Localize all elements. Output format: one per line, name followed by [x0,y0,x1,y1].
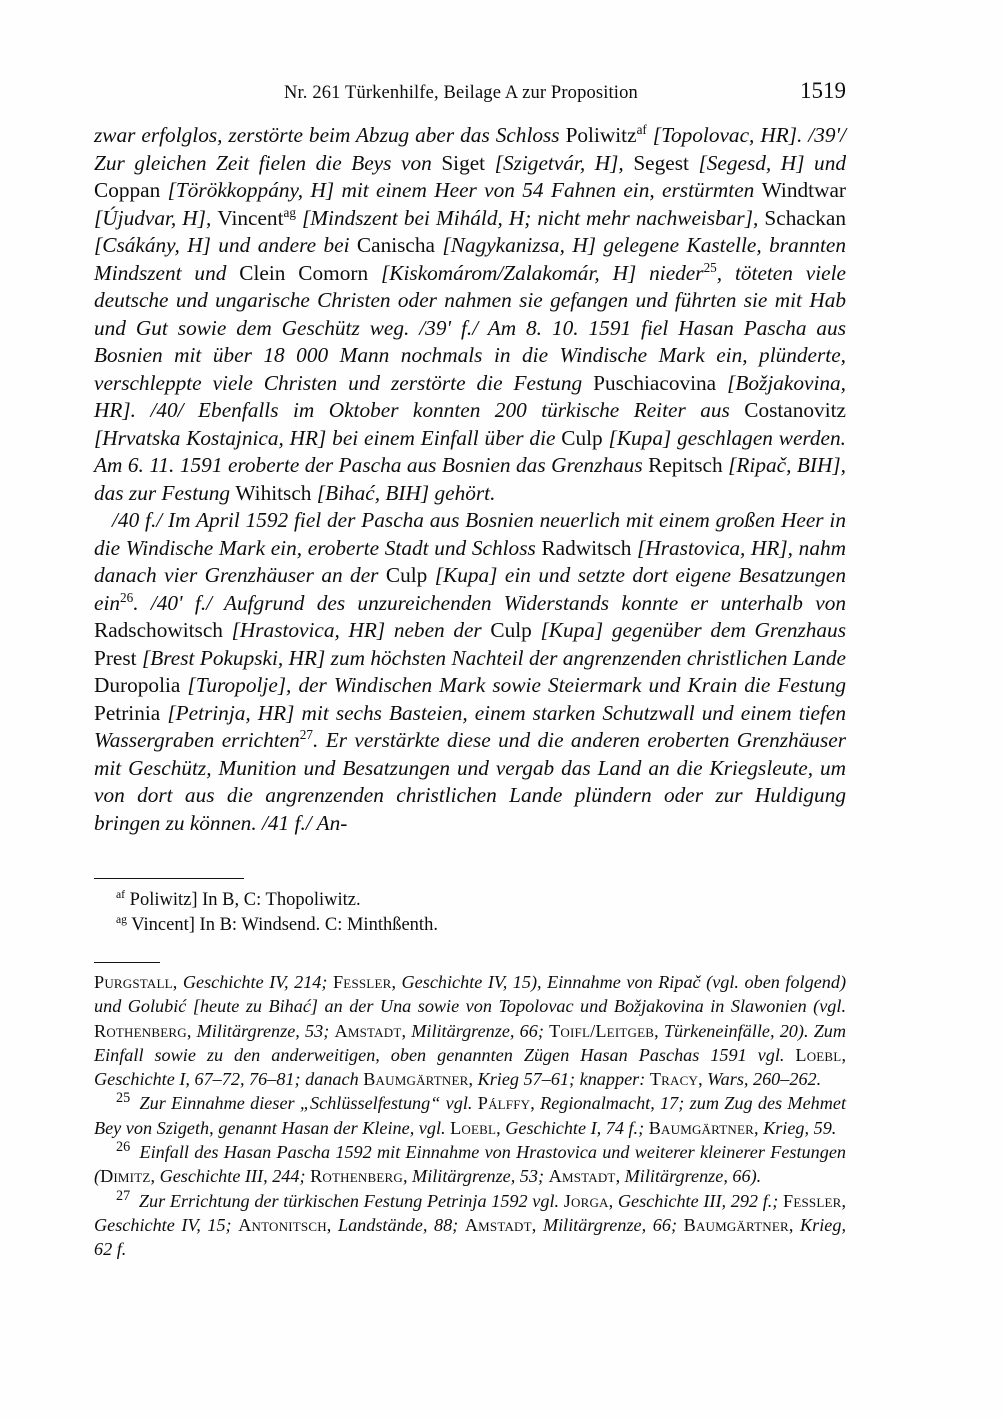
author-name: Loebl [795,1044,842,1065]
roman-text: Wihitsch [235,480,312,505]
italic-text: [Törökkoppány, H] mit einem Heer von 54 Fahnen ein, erstürmten [160,178,762,202]
roman-text: Windtwar [761,178,846,202]
author-name: Rothenberg [94,1020,187,1041]
running-head [94,78,846,104]
footnote-marker: af [636,121,647,137]
italic-text: [Petrinja, HR] mit sechs Basteien, einem starken Schutzwall und einem tiefen Wassergraben errichten [94,700,846,752]
italic-text: [Szigetvár, H], [485,150,634,175]
apparatus-rule [94,878,244,879]
author-name: Amstadt [548,1166,616,1187]
roman-text: , [496,1117,506,1138]
roman-text: Repitsch [648,453,723,477]
italic-text: Geschichte I, 74 f.; [505,1117,649,1138]
footnote-number: 26 [116,1139,131,1156]
author-name: Tracy [649,1069,699,1090]
italic-text: [Segesd, H] und [688,150,846,175]
footnote [94,1140,846,1189]
page-number: 1519 [800,78,846,103]
roman-text: , [615,1166,625,1187]
author-name: Loebl [450,1117,497,1138]
italic-text: Krieg, 59. [763,1117,837,1138]
italic-text: Einfall des Hasan Pascha 1592 mit Einnahme von Hrastovica und weiterer kleinerer Festungen ( [94,1142,846,1187]
author-name: Purgstall [94,972,173,992]
italic-text: Geschichte IV, 15), Einnahme von Ripač (vgl. oben folgend) und Golubić [heute zu Bihać] an der Una sowie von Topolovac und Božjakovina in Slawonien (vgl. [94,972,847,1017]
author-name: Pálffy [477,1093,531,1114]
author-name: Jorga [563,1190,609,1211]
italic-text: Militärgrenze, 66; [542,1214,684,1235]
italic-text: Geschichte IV, 214; [182,972,328,992]
footnote-marker: 25 [703,259,717,275]
italic-text: , töteten viele deutsche und ungarische Christen oder nahmen sie gefangen und führten sie mit Hab und Gut sowie dem Geschütz weg. /39' f./ Am 8. 10. 1591 fiel Hasan Pascha aus Bosnien mit über 18 000 Mann nochmals in die Windische Mark ein, plünderte, verschleppte viele Christen und zerstörte die Festung [94,260,846,395]
italic-text: [Újudvar, H], [94,205,218,230]
roman-text: Culp [490,618,532,642]
apparatus-entry [116,913,846,938]
italic-text: /40 f./ Im April 1592 fiel der Pascha aus Bosnien neuerlich mit einem großen Heer in die Windische Mark ein, eroberte Stadt und Schloss [94,508,846,560]
italic-text: [Nagykanizsa, H] gelegene Kastelle, brannten Mindszent und [94,233,846,285]
author-name: Antonitsch [238,1214,327,1235]
roman-text: , [698,1069,708,1090]
italic-text: C: [324,915,347,935]
italic-text: zwar erfolglos, zerstörte beim Abzug aber das Schloss [94,123,566,147]
footnote-number: 27 [116,1187,131,1204]
italic-text: [Mindszent bei Miháld, H; nicht mehr nachweisbar], [295,205,765,230]
roman-text: , [753,1117,764,1138]
footnote-rule [94,962,160,963]
italic-text: Geschichte IV, 15; [94,1214,239,1235]
italic-text: [Ripač, BIH], das zur Festung [94,453,846,505]
roman-text: Radwitsch [541,535,632,560]
roman-text: Vincent [217,205,284,230]
italic-text: Militärgrenze, 66). [624,1166,762,1187]
italic-text: [Hrastovica, HR] neben der [222,618,491,642]
italic-text: Landstände, 88; [337,1214,465,1235]
roman-text: , [788,1214,801,1235]
roman-text: , [391,972,402,992]
italic-text: [Kiskomárom/Zalakomár, H] nieder [368,260,704,285]
roman-text: , [608,1190,618,1211]
roman-text: Poliwitz [565,123,637,147]
italic-text: Türkeneinfälle, 20). Zum Einfall sowie zu den anderweitigen, oben genannten Zügen Hasan Paschas 1591 vgl. [94,1020,847,1065]
paragraph-1 [94,122,846,507]
roman-text: Windsend. [241,915,325,935]
roman-text: Radschowitsch [94,618,223,642]
roman-text: , [401,1020,412,1041]
italic-text: Geschichte I, 67–72, 76–81; danach [94,1069,364,1090]
roman-text: Segest [633,150,689,175]
italic-text: Zur Errichtung der türkischen Festung Petrinja 1592 vgl. [138,1190,564,1211]
roman-text: Schackan [764,205,846,230]
italic-text: Geschichte III, 292 f.; [617,1190,784,1211]
italic-text: Militärgrenze, 53; [412,1166,549,1187]
body-text [94,122,846,837]
italic-text: Regionalmacht, 17; zum Zug des Mehmet Bey von Szigeth, genannt Hasan der Kleine, vgl. [94,1093,847,1138]
roman-text: , [186,1020,197,1041]
author-name: Dimitz [100,1166,151,1187]
author-name: Baumgärtner [363,1069,469,1090]
roman-text: , [468,1069,478,1090]
roman-text: Costanovitz [744,398,846,422]
italic-text: Militärgrenze, 66; [411,1020,550,1041]
running-head-title: Nr. 261 Türkenhilfe, Beilage A zur Proposition [284,83,638,103]
roman-text: Coppan [94,178,161,202]
roman-text: Vincent [131,915,189,935]
italic-text: [Kupa] geschlagen werden. Am 6. 11. 1591 eroberte der Pascha aus Bosnien das Grenzhaus [94,425,846,477]
author-name: Baumgärtner [683,1214,789,1235]
italic-text: [Kupa] gegenüber dem Grenzhaus [531,618,846,642]
author-name: Toifl/Leitgeb [549,1020,655,1041]
italic-text: . /40' f./ Aufgrund des unzureichenden Widerstands konnte er unterhalb von [133,590,846,615]
author-name: Fessler [332,972,392,992]
author-name: Baumgärtner [648,1117,754,1138]
italic-text: ] In B: [188,915,242,935]
author-name: Fessler [783,1190,842,1211]
roman-text: , [841,1190,847,1211]
roman-text: Culp [561,425,603,450]
italic-text: [Brest Pokupski, HR] zum höchsten Nachteil der angrenzenden christlichen Lande [136,645,846,670]
roman-text: , [402,1166,413,1187]
roman-text: Clein Comorn [239,260,369,285]
roman-text: , [150,1166,160,1187]
roman-text: Culp [385,563,428,587]
italic-text: ] In B, C: [191,890,266,910]
italic-text: Krieg, 62 f. [94,1214,847,1260]
footnote-number: 25 [116,1090,131,1107]
apparatus-marker: af [116,887,126,901]
italic-text: . Er verstärkte diese und die anderen eroberten Grenzhäuser mit Geschütz, Munition und Besatzungen und vergab das Land an die Kriegsleute, um von dort aus die angrenzenden christlichen Lande plündern oder zur Huldigung bringen zu können. /41 f./ An- [94,728,846,835]
footnote-marker: 26 [120,589,134,605]
italic-text: [Hrastovica, HR], nahm danach vier Grenzhäuser an der [94,535,846,587]
footnote [94,970,846,1091]
roman-text: Poliwitz [129,890,192,910]
paragraph-2 [94,507,846,837]
apparatus-marker: ag [116,912,127,926]
footnote-marker: 27 [299,726,313,742]
author-name: Amstadt [334,1020,402,1041]
italic-text: [Topolovac, HR]. /39'/ Zur gleichen Zeit fielen die Beys von [94,123,846,175]
footnote-entries [94,970,846,1262]
roman-text: , [530,1093,541,1114]
italic-text: [Turopolje], der Windischen Mark sowie Steiermark und Krain die Festung [180,673,846,697]
italic-text: Krieg 57–61; knapper: [477,1069,650,1090]
italic-text: Wars, 260–262. [707,1069,822,1090]
roman-text: , [326,1214,338,1235]
roman-text: , [841,1044,846,1065]
apparatus-entries [94,888,846,938]
italic-text: [Božjakovina, HR]. /40/ Ebenfalls im Oktober konnten 200 türkische Reiter aus [94,370,847,422]
author-name: Amstadt [464,1214,532,1235]
roman-text: , [531,1214,543,1235]
roman-text: Duropolia [94,673,181,697]
roman-text: , [172,972,183,992]
italic-text: Geschichte III, 244; [159,1166,311,1187]
italic-text: Zur Einnahme dieser „Schlüsselfestung“ vgl. [139,1093,478,1114]
italic-text: [Bihać, BIH] gehört. [311,480,496,505]
roman-text: Petrinia [94,700,161,725]
italic-text: [Csákány, H] und andere bei [94,233,357,257]
footnote [94,1091,846,1140]
roman-text: , [654,1020,664,1041]
roman-text: Minthßenth. [346,915,438,935]
roman-text: Puschiacovina [593,370,717,395]
roman-text: Prest [94,645,137,670]
apparatus-entry [116,888,846,913]
roman-text: Canischa [356,233,435,257]
italic-text: [Hrvatska Kostajnica, HR] bei einem Einfall über die [94,425,562,450]
italic-text: [Kupa] ein und setzte dort eigene Besatzungen ein [94,563,847,615]
variant-apparatus [94,878,846,938]
footnote-marker: ag [283,204,296,220]
footnote-block [94,962,846,1262]
roman-text: Siget [441,150,486,175]
footnote [94,1189,846,1262]
author-name: Rothenberg [310,1166,403,1187]
italic-text: Militärgrenze, 53; [196,1020,335,1041]
roman-text: Thopoliwitz. [265,890,361,910]
